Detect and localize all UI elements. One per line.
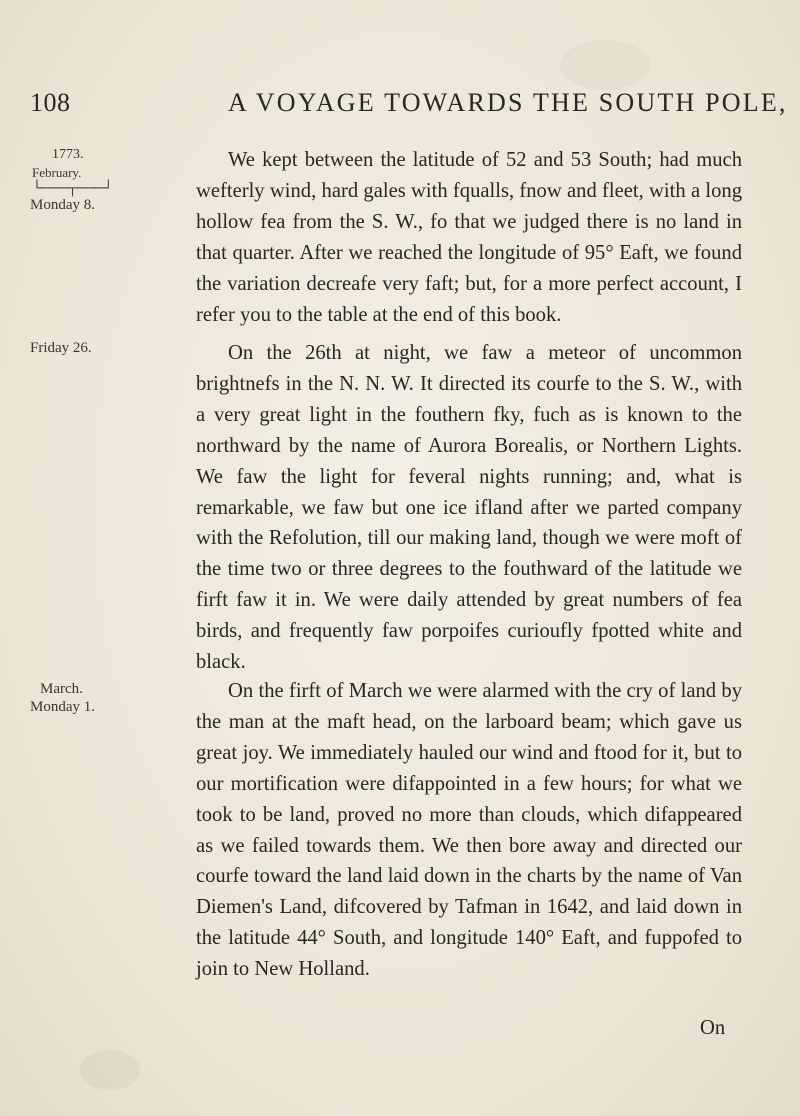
page-number: 108 bbox=[30, 88, 71, 117]
page-stain bbox=[80, 1050, 140, 1090]
margin-note-friday bbox=[30, 339, 110, 357]
margin-day-monday-1: Monday 1. bbox=[30, 699, 95, 715]
page-header bbox=[30, 88, 800, 128]
paragraph-2: On the 26th at night, we faw a meteor of uncommon brightnefs in the N. N. W. It directed its courfe to the S. W., with a very great light in the fouthern fky, fuch as is known to the northward by the name of Aurora Borealis, or Northern Lights. We faw the light for feveral nights running; and, what is remarkable, we faw but one ice ifland after we parted company with the Refolution, till our making land, though we were moft of the time two or three degrees to the fouthward of the latitude we firft faw it in. We were daily attended by great numbers of fea birds, and frequently faw porpoifes curioufly fpotted white and black. bbox=[196, 342, 742, 674]
paragraph-3: On the firft of March we were alarmed with the cry of land by the man at the maft head, on the larboard beam; which gave us great joy. We immediately hauled our wind and ftood for it, but to our mortification were difappointed in a few hours; for what we took to be land, proved no more than clouds, which difappeared as we failed towards them. We then bore away and directed our courfe toward the land laid down in the charts by the name of Van Diemen's Land, difcovered by Tafman in 1642, and laid down in the latitude 44° South, and longitude 140° Eaft, and fuppofed to join to New Holland. bbox=[196, 680, 742, 981]
margin-day-friday-26: Friday 26. bbox=[30, 340, 92, 356]
margin-month-march: March. bbox=[40, 681, 83, 697]
paragraph-1: We kept between the latitude of 52 and 53 South; had much wefterly wind, hard gales with fqualls, fnow and fleet, with a long hollow fea from the S. W., fo that we judged there is no land in that quarter. After we reached the longitude of 95° Eaft, we found the variation decreafe very faft; but, for a more perfect account, I refer you to the table at the end of this book. bbox=[196, 149, 742, 326]
page-stain bbox=[560, 40, 650, 90]
margin-brace: └───┬───┘ bbox=[32, 181, 113, 196]
margin-month: February. bbox=[32, 165, 82, 180]
running-title: A VOYAGE TOWARDS THE SOUTH POLE, bbox=[228, 88, 788, 117]
catchword: On bbox=[700, 1017, 726, 1039]
margin-note-march bbox=[30, 680, 110, 716]
margin-note-date-block bbox=[30, 146, 113, 214]
margin-day-monday-8: Monday 8. bbox=[30, 197, 95, 213]
margin-year: 1773. bbox=[52, 147, 84, 162]
